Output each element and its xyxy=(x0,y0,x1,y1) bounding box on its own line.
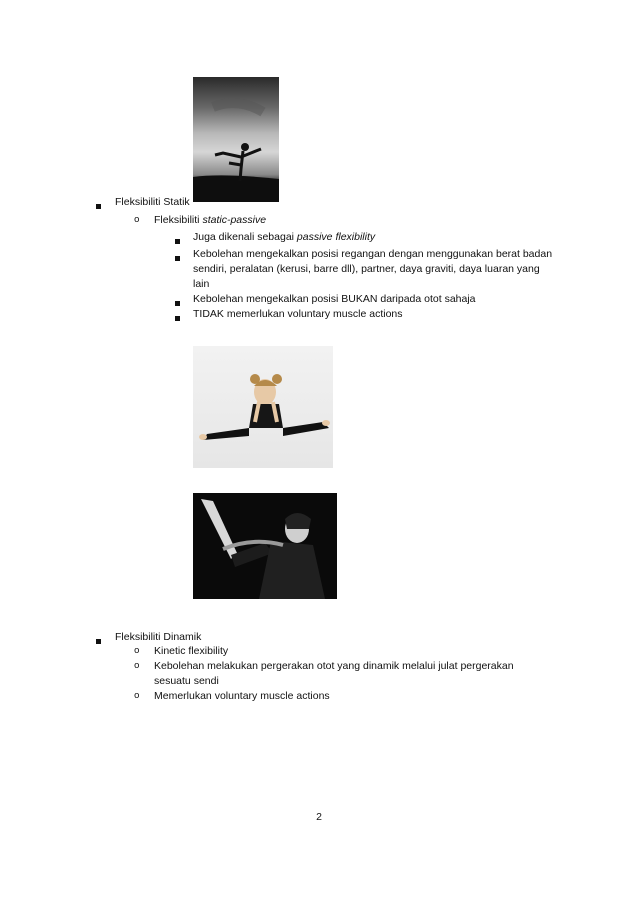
circle-bullet-icon: o xyxy=(134,215,140,225)
static-item-4: TIDAK memerlukan voluntary muscle actions xyxy=(193,308,403,320)
static-item-2-line-1: Kebolehan mengekalkan posisi regangan dengan menggunakan berat badan xyxy=(193,248,553,260)
static-item-2-line-3: lain xyxy=(193,278,210,290)
photo-straddle-split xyxy=(193,346,333,468)
photo-silhouette-balance xyxy=(193,77,279,202)
photo-dancer-dark xyxy=(193,493,337,599)
dynamic-item-2-line-2: sesuatu sendi xyxy=(154,675,219,687)
static-subheading-prefix: Fleksibiliti xyxy=(154,214,203,226)
static-subheading xyxy=(154,213,266,228)
dynamic-item-2-line-1: Kebolehan melakukan pergerakan otot yang dinamik melalui julat pergerakan xyxy=(154,660,514,672)
square-bullet-icon xyxy=(96,634,101,649)
page-number: 2 xyxy=(316,811,322,823)
bullet-static-heading xyxy=(96,199,101,214)
circle-bullet-icon: o xyxy=(134,661,140,671)
square-bullet-icon xyxy=(175,296,180,311)
static-item-3: Kebolehan mengekalkan posisi BUKAN daripada otot sahaja xyxy=(193,293,476,305)
static-item-1-italic: passive flexibility xyxy=(296,231,376,243)
dynamic-item-1: Kinetic flexibility xyxy=(154,645,229,657)
static-item-2-line-2: sendiri, peralatan (kerusi, barre dll), partner, daya graviti, daya luaran yang xyxy=(193,263,540,275)
static-item-1-prefix: Juga dikenali sebagai xyxy=(193,231,297,243)
static-item-1 xyxy=(193,230,375,245)
dynamic-item-3: Memerlukan voluntary muscle actions xyxy=(154,690,330,702)
square-bullet-icon xyxy=(175,311,180,326)
static-heading: Fleksibiliti Statik xyxy=(115,196,190,208)
square-bullet-icon xyxy=(96,204,101,209)
circle-bullet-icon: o xyxy=(134,691,140,701)
square-bullet-icon xyxy=(175,251,180,266)
circle-bullet-icon: o xyxy=(134,646,140,656)
dynamic-heading: Fleksibiliti Dinamik xyxy=(115,631,202,643)
square-bullet-icon xyxy=(175,234,180,249)
static-subheading-italic: static-passive xyxy=(202,214,267,226)
